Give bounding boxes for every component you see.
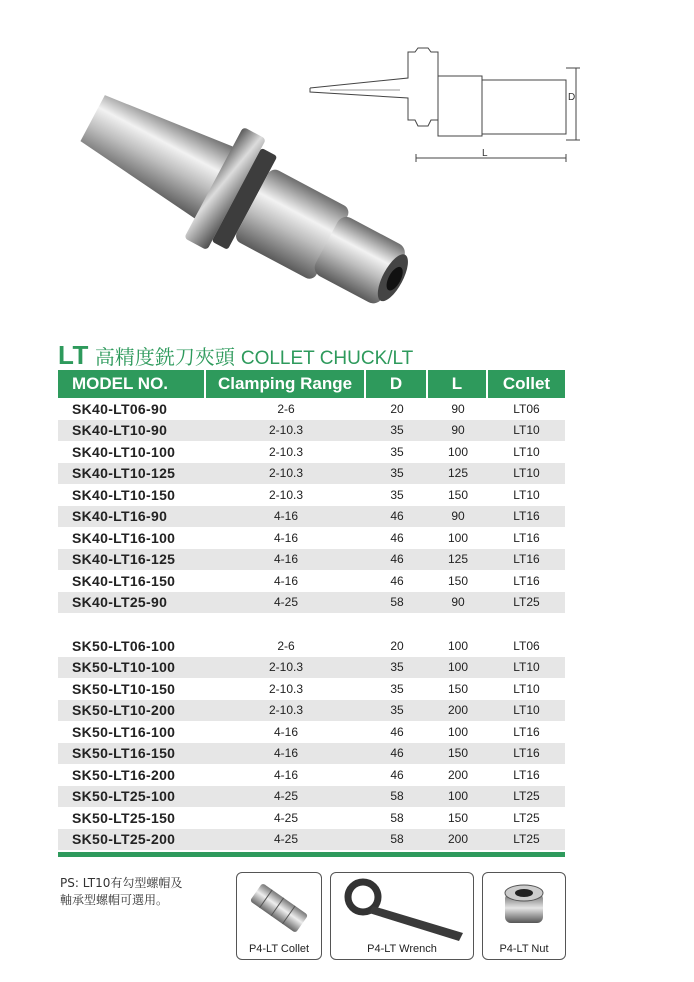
cell-d: 20 — [390, 401, 404, 416]
cell-collet: LT16 — [488, 506, 565, 528]
table-row — [58, 657, 565, 679]
cell-d: 58 — [366, 786, 428, 808]
cell-collet: LT25 — [488, 829, 565, 851]
cell-collet: LT25 — [488, 786, 565, 808]
cell-l: 100 — [428, 657, 488, 679]
cell-collet: LT25 — [488, 592, 565, 614]
cell-clamping: 4-25 — [206, 592, 366, 614]
cell-d: 46 — [366, 549, 428, 571]
cell-l: 90 — [451, 401, 465, 416]
cell-model: SK40-LT10-125 — [58, 463, 206, 485]
cell-collet: LT10 — [513, 681, 540, 696]
dimension-l-label: L — [482, 148, 488, 159]
cell-d: 58 — [390, 810, 404, 825]
cell-d: 46 — [390, 530, 404, 545]
cell-l: 90 — [428, 592, 488, 614]
cell-model: SK50-LT16-200 — [72, 766, 176, 783]
table-row — [58, 829, 565, 851]
cell-l: 150 — [428, 743, 488, 765]
table-row — [58, 527, 565, 549]
cell-d: 35 — [366, 463, 428, 485]
cell-collet: LT06 — [513, 401, 540, 416]
table-row — [58, 764, 565, 786]
cell-collet: LT10 — [488, 463, 565, 485]
accessory-wrench-label: P4-LT Wrench — [367, 943, 437, 955]
cell-model: SK50-LT10-200 — [58, 700, 206, 722]
table-row — [58, 592, 565, 614]
cell-l: 100 — [447, 444, 469, 459]
cell-collet: LT06 — [513, 638, 540, 653]
cell-clamping: 4-16 — [206, 743, 366, 765]
cell-model: SK40-LT16-125 — [58, 549, 206, 571]
cell-model: SK50-LT10-150 — [72, 680, 176, 697]
cell-clamping: 2-10.3 — [268, 444, 304, 459]
table-row — [58, 570, 565, 592]
cell-model: SK50-LT25-100 — [58, 786, 206, 808]
cell-model: SK40-LT16-90 — [58, 506, 206, 528]
cell-collet: LT16 — [513, 530, 540, 545]
table-row — [58, 678, 565, 700]
cell-d: 46 — [390, 767, 404, 782]
cell-model: SK50-LT16-100 — [72, 723, 176, 740]
title-english: COLLET CHUCK/LT — [240, 348, 414, 369]
cell-clamping: 2-10.3 — [206, 700, 366, 722]
nut-image — [483, 873, 565, 943]
cell-collet: LT10 — [513, 487, 540, 502]
cell-d: 35 — [390, 444, 404, 459]
cell-model: SK40-LT10-90 — [58, 420, 206, 442]
cell-model: SK40-LT06-90 — [72, 400, 168, 417]
collet-image — [237, 873, 321, 943]
accessory-wrench — [330, 872, 474, 960]
cell-l: 100 — [447, 638, 469, 653]
cell-clamping: 4-16 — [273, 573, 299, 588]
table-header-row — [58, 370, 565, 398]
cell-clamping: 2-10.3 — [268, 681, 304, 696]
cell-clamping: 4-16 — [273, 530, 299, 545]
header-d: D — [366, 370, 428, 398]
header-collet: Collet — [488, 370, 565, 398]
cell-d: 35 — [366, 700, 428, 722]
cell-collet: LT16 — [488, 743, 565, 765]
table-row — [58, 398, 565, 420]
table-row — [58, 441, 565, 463]
cell-d: 20 — [390, 638, 404, 653]
cell-model: SK50-LT25-200 — [58, 829, 206, 851]
cell-collet: LT16 — [513, 767, 540, 782]
cell-model: SK50-LT25-150 — [72, 809, 176, 826]
cell-l: 125 — [428, 549, 488, 571]
table-row — [58, 786, 565, 808]
cell-l: 100 — [428, 786, 488, 808]
cell-model: SK40-LT10-100 — [72, 443, 176, 460]
cell-d: 46 — [390, 724, 404, 739]
cell-d: 46 — [366, 506, 428, 528]
cell-clamping: 4-25 — [206, 786, 366, 808]
note — [60, 875, 182, 909]
table-row — [58, 635, 565, 657]
wrench-image — [331, 873, 473, 943]
table-row — [58, 420, 565, 442]
cell-model: SK50-LT06-100 — [72, 637, 176, 654]
table-row — [58, 743, 565, 765]
cell-collet: LT25 — [513, 810, 540, 825]
section-title — [58, 340, 413, 370]
header-clamping-range: Clamping Range — [206, 370, 366, 398]
cell-clamping: 2-10.3 — [206, 657, 366, 679]
table-row — [58, 807, 565, 829]
cell-clamping: 2-10.3 — [268, 487, 304, 502]
cell-d: 58 — [366, 829, 428, 851]
cell-collet: LT16 — [513, 724, 540, 739]
table-row — [58, 506, 565, 528]
group-spacer — [58, 613, 565, 635]
cell-d: 35 — [390, 681, 404, 696]
cell-clamping: 4-16 — [273, 724, 299, 739]
cell-d: 35 — [390, 487, 404, 502]
table-row — [58, 484, 565, 506]
technical-drawing — [290, 40, 590, 170]
cell-clamping: 4-25 — [206, 829, 366, 851]
spec-table — [58, 370, 565, 850]
accessory-collet — [236, 872, 322, 960]
cell-l: 150 — [447, 810, 469, 825]
cell-d: 46 — [366, 743, 428, 765]
cell-collet: LT10 — [488, 657, 565, 679]
cell-l: 100 — [447, 530, 469, 545]
cell-l: 150 — [447, 573, 469, 588]
cell-l: 100 — [447, 724, 469, 739]
cell-l: 200 — [428, 700, 488, 722]
cell-d: 46 — [390, 573, 404, 588]
cell-model: SK40-LT10-150 — [72, 486, 176, 503]
accessory-collet-label: P4-LT Collet — [248, 943, 310, 955]
cell-model: SK50-LT10-100 — [58, 657, 206, 679]
cell-clamping: 4-25 — [273, 810, 299, 825]
cell-d: 58 — [366, 592, 428, 614]
cell-d: 35 — [366, 420, 428, 442]
series-code: LT — [58, 340, 89, 370]
table-row — [58, 721, 565, 743]
cell-l: 150 — [447, 681, 469, 696]
note-line-2: 軸承型螺帽可選用。 — [60, 893, 169, 907]
dimension-d-label: D — [568, 92, 576, 103]
cell-clamping: 4-16 — [206, 506, 366, 528]
cell-collet: LT10 — [488, 700, 565, 722]
cell-clamping: 2-6 — [277, 401, 295, 416]
cell-model: SK40-LT16-100 — [72, 529, 176, 546]
cell-l: 150 — [447, 487, 469, 502]
note-line-1: PS: LT10有勾型螺帽及 — [60, 876, 183, 890]
title-chinese: 高精度銑刀夾頭 — [94, 345, 235, 369]
cell-l: 200 — [447, 767, 469, 782]
header-model: MODEL NO. — [58, 370, 206, 398]
accessory-nut — [482, 872, 566, 960]
table-row — [58, 463, 565, 485]
cell-collet: LT16 — [513, 573, 540, 588]
table-row — [58, 549, 565, 571]
cell-model: SK50-LT16-150 — [58, 743, 206, 765]
table-body — [58, 398, 565, 850]
cell-model: SK40-LT25-90 — [58, 592, 206, 614]
cell-clamping: 2-6 — [277, 638, 295, 653]
cell-clamping: 2-10.3 — [206, 420, 366, 442]
product-hero — [0, 0, 694, 330]
table-bottom-rule — [58, 852, 565, 857]
cell-l: 125 — [428, 463, 488, 485]
cell-d: 35 — [366, 657, 428, 679]
cell-clamping: 4-16 — [206, 549, 366, 571]
cell-l: 200 — [428, 829, 488, 851]
cell-clamping: 2-10.3 — [206, 463, 366, 485]
accessory-nut-label: P4-LT Nut — [499, 943, 549, 955]
cell-l: 90 — [428, 420, 488, 442]
cell-l: 90 — [428, 506, 488, 528]
cell-collet: LT10 — [513, 444, 540, 459]
cell-model: SK40-LT16-150 — [72, 572, 176, 589]
cell-collet: LT10 — [488, 420, 565, 442]
table-row — [58, 700, 565, 722]
cell-collet: LT16 — [488, 549, 565, 571]
header-l: L — [428, 370, 488, 398]
cell-clamping: 4-16 — [273, 767, 299, 782]
